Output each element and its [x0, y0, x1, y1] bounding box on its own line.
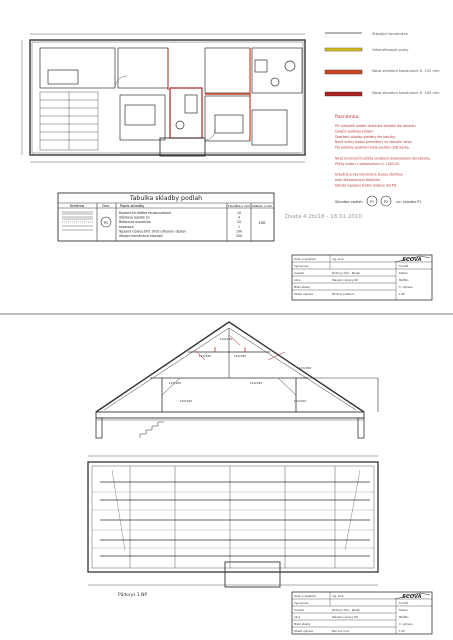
note-line: Izolační podklad podlah: — [335, 129, 374, 134]
note-line: Při výstavbě podlah dodržujte skladbu dle obrázku. — [335, 124, 417, 128]
titleblock-label: Vypracoval — [294, 602, 309, 605]
table-mark: P1 — [103, 221, 109, 225]
note-line: Dodržení skladby podlahy dle tabulky. — [335, 134, 396, 139]
date-stamp: Dsata 4.2b/18 - 18.01.2010 — [285, 214, 363, 220]
titleblock-right-field: 1:50 — [399, 630, 405, 633]
table-row-desc: Stropní konstrukce stávající — [119, 234, 164, 238]
table-row-desc: Tepelná izolace EPS 100S (dřevovl. desky) — [119, 229, 186, 234]
titleblock-right-field: Měřítko — [399, 279, 409, 282]
titleblock-label: Akce — [294, 616, 301, 619]
symbol-p2: P2 — [383, 200, 389, 204]
titleblock-label: Obsah výkresu — [294, 293, 314, 296]
titleblock-label: Investor — [294, 272, 305, 275]
note-line: Detaily napojení budou dodány dle PD. — [335, 183, 398, 188]
note-line: Nové vrstvy budou provedeny na stávající strop. — [335, 140, 413, 145]
legend-line-new-125 — [325, 70, 362, 74]
notes-title: Poznámka: — [335, 115, 360, 120]
titleblock-right-field: Datum — [399, 609, 408, 612]
table-header-desc: Popis skladby — [120, 204, 145, 208]
table-row-desc: separace — [119, 224, 134, 229]
table-row-desc: Keramická dlažba mrazuvzdorná — [119, 211, 172, 215]
table-row-thickness: 4 — [237, 215, 241, 220]
titleblock-value: Řez A-A, krov — [332, 630, 350, 633]
titleblock-value: Půdorys podkroví — [332, 293, 355, 296]
titleblock-label: Obsah výkresu — [294, 630, 314, 633]
symbol-suffix: viz. skladba P1 — [396, 200, 422, 204]
table-row-thickness: 1 — [237, 224, 241, 229]
table-header-schema: Schéma — [69, 204, 85, 208]
titleblock-bottom-logo: ECOVA — [402, 594, 422, 600]
table-total: 150 — [258, 221, 266, 225]
legend-line-new-100 — [325, 92, 362, 96]
titleblock-right-field: Č. výkresu — [399, 286, 413, 289]
titleblock-label: Vypracoval — [294, 265, 309, 268]
titleblock-label: Zodp. projektant — [294, 595, 316, 598]
titleblock-right-field: Měřítko — [399, 616, 409, 619]
titleblock-label: Místo stavby — [294, 286, 311, 289]
titleblock-top-logo: ECOVA — [402, 257, 422, 263]
legend-label-removed: Odstraňované prvky — [372, 48, 409, 52]
titleblock-right-field: Datum — [399, 272, 408, 275]
note-line: Pro podlahy podkroví bude použita OSB deska. — [335, 145, 410, 150]
titleblock-value: Rodinný dům - Novák — [332, 609, 360, 612]
titleblock-value: Ing. arch. — [332, 258, 345, 261]
table-header-thickness: Tloušťka v mm — [227, 204, 251, 208]
table-header-total: Celkem v mm — [251, 204, 273, 208]
section-dim-label: 120/180 — [249, 381, 263, 385]
table-header-mark: Ozn. — [101, 204, 111, 208]
section-dim-label: 120/180 — [168, 381, 182, 385]
legend-line-removed — [325, 48, 362, 51]
titleblock-right-field: 1:50 — [399, 293, 405, 296]
section-dim-label: 100/160 — [179, 399, 193, 403]
legend-label-new-100: Nová stavební konstrukce tl. 100 mm — [372, 91, 440, 95]
note-line: Nové konstrukční příčky vyrobené dodavatelem dle tabulky. — [335, 156, 431, 161]
table-title: Tabulka skladby podlah — [129, 195, 203, 202]
plan-label: Půdorys 1.NP — [118, 593, 148, 598]
titleblock-label: Investor — [294, 609, 305, 612]
table-row-thickness: 100 — [235, 229, 243, 234]
titleblock-value: Stavební úpravy RD — [332, 616, 358, 619]
section-dim-label: 100/100 — [219, 337, 233, 341]
legend-label-new-125: Nová stavební konstrukce tl. 125 mm — [372, 69, 440, 73]
legend-label-existing: Stávající konstrukce — [372, 32, 409, 36]
titleblock-label: Zodp. projektant — [294, 258, 316, 261]
note-line: Příčky budou v sádrokartonu tl. 100/125. — [335, 161, 400, 166]
titleblock-value: Ing. arch. — [332, 595, 345, 598]
section-dim-label: 120/180 — [298, 366, 312, 370]
symbols-label: Skladba podlah — [335, 200, 363, 204]
note-line: proti dřevokazným škůdcům. — [335, 178, 382, 182]
table-row-thickness: 10 — [236, 211, 242, 215]
table-row-thickness: 25 — [236, 220, 242, 225]
titleblock-right-field: Č. výkresu — [399, 623, 413, 626]
section-dim-label: 100/160 — [293, 399, 307, 403]
table-row-desc: Stěrkové lepidlo 2x — [119, 215, 150, 220]
titleblock-right-field: Formát — [399, 602, 409, 605]
symbol-p1: P1 — [369, 200, 375, 204]
section-dim-label: 120/180 — [233, 354, 247, 358]
titleblock-right-field: Formát — [399, 265, 409, 268]
titleblock-value: Stavební úpravy RD — [332, 279, 358, 282]
titleblock-value: Rodinný dům - Novák — [332, 272, 360, 275]
note-line: Dřevěné prvky konstrukce budou ošetřeny — [335, 172, 403, 177]
titleblock-label: Místo stavby — [294, 623, 311, 626]
section-dim-label: 120/180 — [198, 354, 212, 358]
table-row-thickness: 200 — [235, 234, 243, 238]
table-row-desc: Betonová mazanina — [119, 220, 151, 225]
titleblock-label: Akce — [294, 279, 301, 282]
